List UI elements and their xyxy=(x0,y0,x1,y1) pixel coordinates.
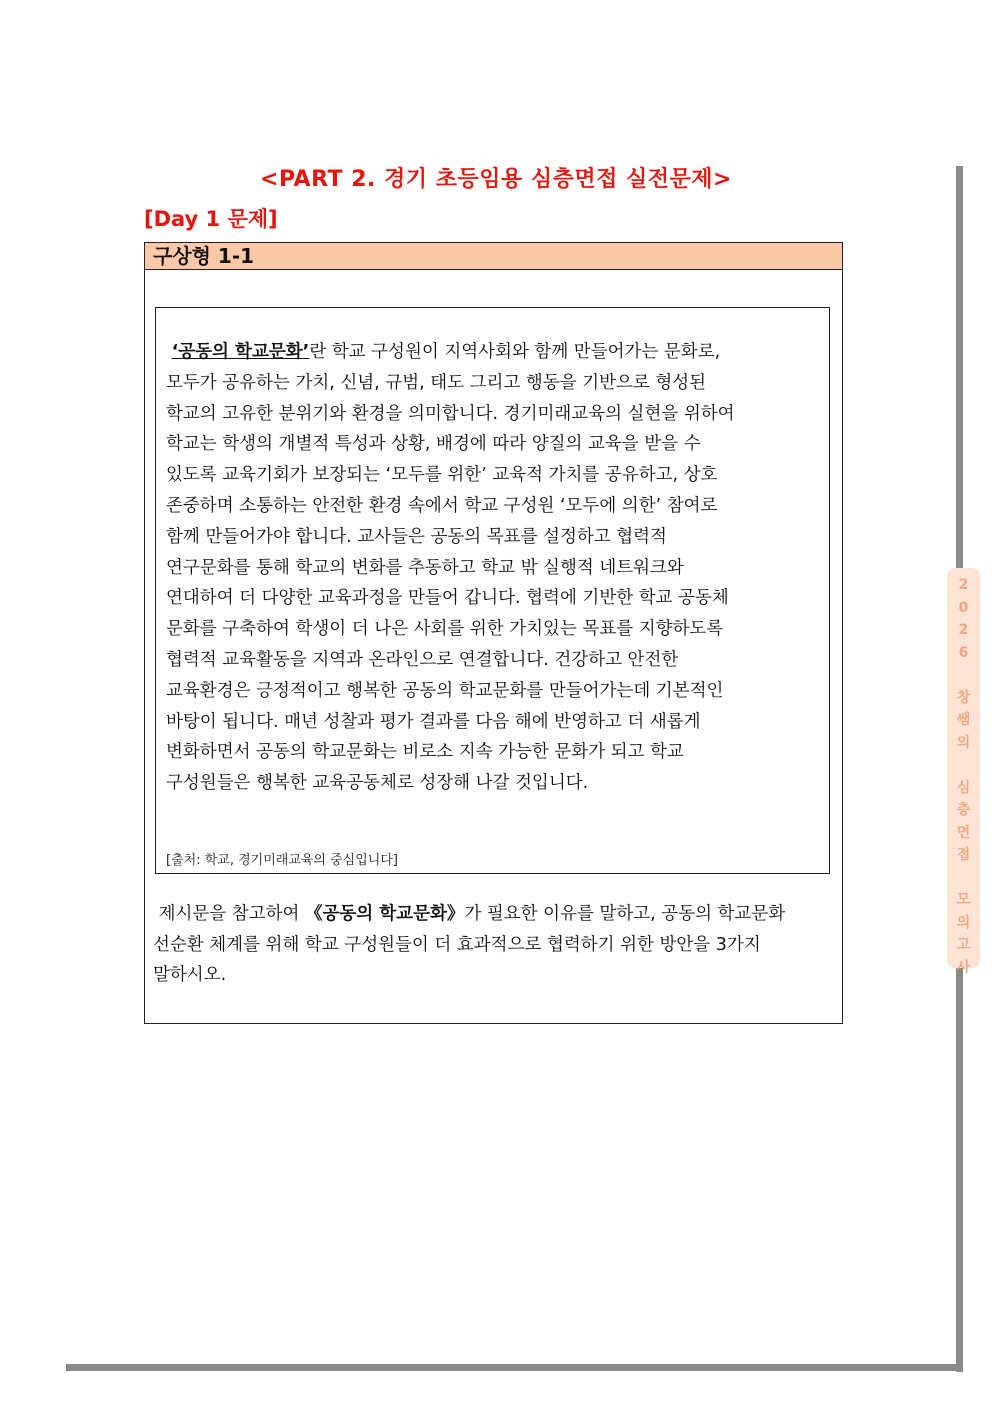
side-tab-char: 쌤 xyxy=(956,712,971,728)
passage-line: 문화를 구축하여 학생이 더 나은 사회를 위한 가치있는 목표를 지향하도록 xyxy=(166,619,724,640)
passage-line: 존중하며 소통하는 안전한 환경 속에서 학교 구성원 ‘모두에 의한’ 참여로 xyxy=(166,495,718,516)
question-suffix: 가 필요한 이유를 말하고, 공동의 학교문화 xyxy=(464,904,786,924)
passage-line xyxy=(166,337,822,368)
passage-highlight: ‘공동의 학교문화’ xyxy=(171,342,310,362)
question-header: 구상형 1-1 xyxy=(145,243,842,270)
side-tab-char: 창 xyxy=(956,689,971,706)
side-tab-char: 2 xyxy=(958,622,969,638)
side-tab-char xyxy=(947,754,980,777)
passage-line: 교육환경은 긍정적이고 행복한 공동의 학교문화를 만들어가는데 기본적인 xyxy=(166,680,724,701)
side-tab-char: 고 xyxy=(956,937,971,953)
side-tab-char: 면 xyxy=(956,824,971,841)
question-bold-term: 《공동의 학교문화》 xyxy=(304,904,465,924)
passage-text xyxy=(166,337,822,799)
side-tab-char: 의 xyxy=(956,914,971,931)
side-tab-char: 의 xyxy=(956,734,971,751)
part-title: <PART 2. 경기 초등임용 심층면접 실전문제> xyxy=(260,167,732,192)
passage-first-line-rest: 란 학교 구성원이 지역사회와 함께 만들어가는 문화로, xyxy=(309,342,721,362)
passage-line: 바탕이 됩니다. 매년 성찰과 평가 결과를 다음 해에 반영하고 더 새롭게 xyxy=(166,711,701,732)
side-tab-text xyxy=(947,574,980,979)
passage-source: [출처: 학교, 경기미래교육의 중심입니다] xyxy=(166,853,398,868)
page-border-bottom xyxy=(66,1364,963,1371)
question-line: 말하시오. xyxy=(153,965,227,985)
question-box xyxy=(144,242,843,1024)
passage-line: 변화하면서 공동의 학교문화는 비로소 지속 가능한 문화가 되고 학교 xyxy=(166,742,684,763)
question-line xyxy=(153,899,833,930)
side-tab-char: 6 xyxy=(958,644,969,661)
day-title: [Day 1 문제] xyxy=(144,207,278,231)
passage-line: 연구문화를 통해 학교의 변화를 추동하고 학교 밖 실행적 네트워크와 xyxy=(166,557,684,578)
passage-line: 모두가 공유하는 가치, 신념, 규범, 태도 그리고 행동을 기반으로 형성된 xyxy=(166,372,707,393)
side-tab xyxy=(947,568,980,976)
side-tab-char: 2 xyxy=(958,577,969,593)
passage-line: 있도록 교육기회가 보장되는 ‘모두를 위한’ 교육적 가치를 공유하고, 상호 xyxy=(166,465,718,486)
question-line: 선순환 체계를 위해 학교 구성원들이 더 효과적으로 협력하기 위한 방안을 3가지 xyxy=(153,934,761,955)
passage-line: 학교의 고유한 분위기와 환경을 의미합니다. 경기미래교육의 실현을 위하여 xyxy=(166,403,735,424)
side-tab-char xyxy=(947,867,980,890)
side-tab-char: 모 xyxy=(956,892,971,908)
side-tab-char: 심 xyxy=(956,779,971,796)
passage-line: 학교는 학생의 개별적 특성과 상황, 배경에 따라 양질의 교육을 받을 수 xyxy=(166,434,701,455)
side-tab-char: 접 xyxy=(956,847,971,863)
side-tab-char xyxy=(947,664,980,687)
passage-line: 연대하여 더 다양한 교육과정을 만들어 갑니다. 협력에 기반한 학교 공동체 xyxy=(166,588,729,609)
question-prefix: 제시문을 참고하여 xyxy=(158,904,305,924)
passage-line: 협력적 교육활동을 지역과 온라인으로 연결합니다. 건강하고 안전한 xyxy=(166,649,679,670)
side-tab-char: 0 xyxy=(958,599,969,616)
question-text xyxy=(153,899,833,991)
passage-line: 함께 만들어가야 합니다. 교사들은 공동의 목표를 설정하고 협력적 xyxy=(166,526,667,547)
side-tab-char: 층 xyxy=(956,802,971,818)
passage-box xyxy=(155,307,830,874)
side-tab-char: 사 xyxy=(956,959,971,976)
passage-line: 구성원들은 행복한 교육공동체로 성장해 나갈 것입니다. xyxy=(166,773,589,794)
